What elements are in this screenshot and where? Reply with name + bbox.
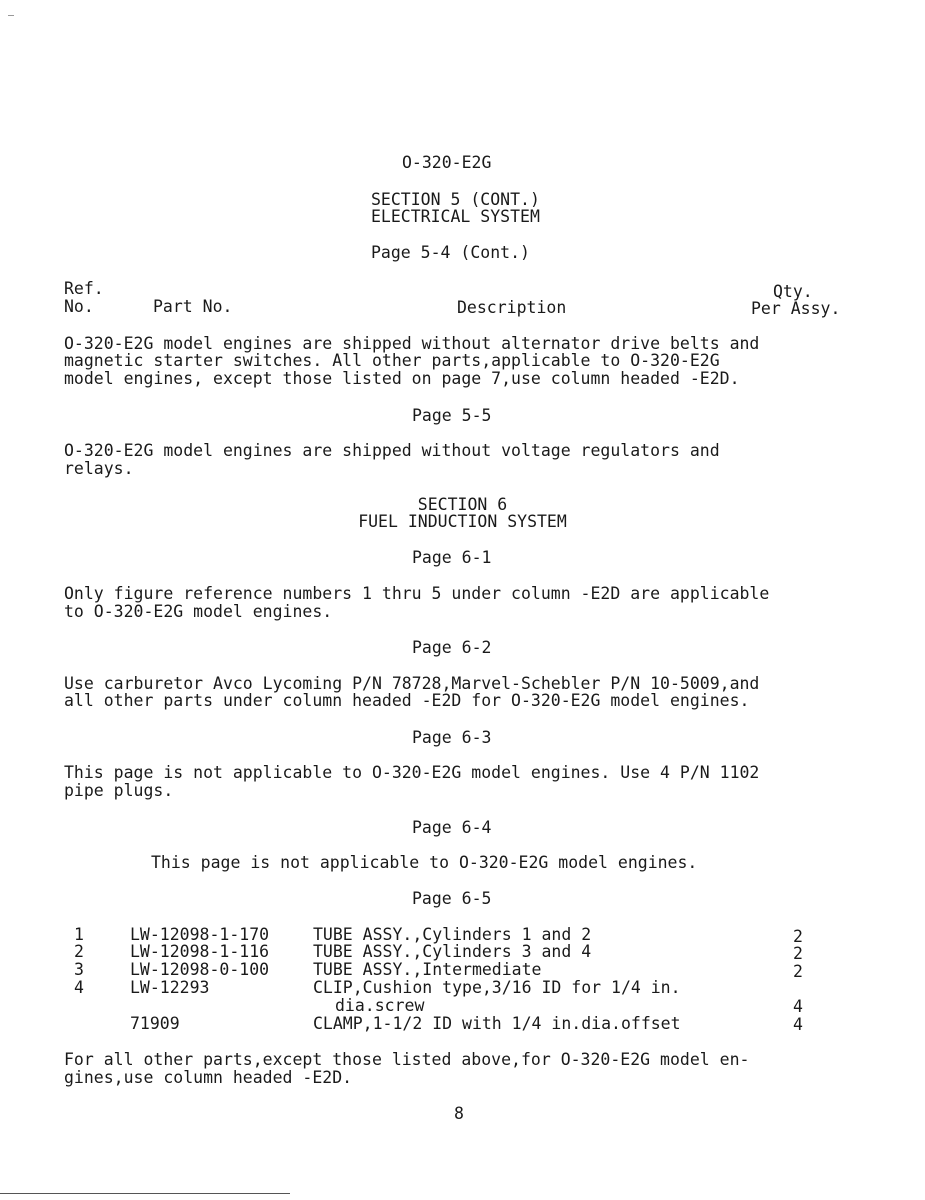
note-line: O-320-E2G model engines are shipped without voltage regulators and: [64, 441, 720, 460]
note-line: model engines, except those listed on page 7,use column headed -E2D.: [64, 369, 740, 388]
ref-number: 3: [74, 960, 84, 979]
note-line: to O-320-E2G model engines.: [64, 602, 333, 621]
page-heading: Page 5-5: [412, 406, 492, 425]
part-description: TUBE ASSY.,Intermediate: [313, 960, 542, 979]
page-heading: Page 6-3: [412, 728, 492, 747]
part-number: LW-12098-1-116: [130, 942, 270, 961]
part-number: LW-12098-1-170: [130, 925, 270, 944]
note-line: This page is not applicable to O-320-E2G model engines.: [151, 853, 698, 872]
note-line: pipe plugs.: [64, 781, 174, 800]
part-qty: 4: [793, 1015, 803, 1034]
col-header-per-assy: Per Assy.: [751, 299, 841, 318]
col-header-ref: Ref.: [64, 279, 104, 298]
page-heading: Page 6-5: [412, 889, 492, 908]
note-line: gines,use column headed -E2D.: [64, 1068, 353, 1087]
part-qty: 2: [793, 927, 803, 946]
part-description: CLAMP,1-1/2 ID with 1/4 in.dia.offset: [313, 1014, 681, 1033]
note-line: Only figure reference numbers 1 thru 5 under column -E2D are applicable: [64, 584, 770, 603]
part-description: TUBE ASSY.,Cylinders 1 and 2: [313, 925, 592, 944]
note-line: all other parts under column headed -E2D for O-320-E2G model engines.: [64, 691, 750, 710]
part-qty: 4: [793, 997, 803, 1016]
page-heading: Page 6-4: [412, 818, 492, 837]
part-number: 71909: [130, 1014, 180, 1033]
note-line: For all other parts,except those listed above,for O-320-E2G model en-: [64, 1050, 750, 1069]
col-header-description: Description: [457, 298, 567, 317]
scan-mark: [8, 15, 14, 16]
page-reference: Page 5-4 (Cont.): [371, 243, 530, 262]
col-header-no: No.: [64, 297, 94, 316]
part-qty: 2: [793, 962, 803, 981]
page-heading: Page 6-2: [412, 638, 492, 657]
note-line: Use carburetor Avco Lycoming P/N 78728,Marvel-Schebler P/N 10-5009,and: [64, 674, 760, 693]
section-heading: SECTION 6: [417, 495, 508, 514]
part-description: TUBE ASSY.,Cylinders 3 and 4: [313, 942, 592, 961]
col-header-qty: Qty.: [773, 282, 813, 301]
part-number: LW-12293: [130, 978, 210, 997]
model-title: O-320-E2G: [402, 153, 492, 172]
note-line: magnetic starter switches. All other parts,applicable to O-320-E2G: [64, 351, 720, 370]
note-line: relays.: [64, 459, 134, 478]
section-subheading: ELECTRICAL SYSTEM: [371, 207, 540, 226]
section-subheading: FUEL INDUCTION SYSTEM: [358, 512, 567, 531]
part-qty: 2: [793, 944, 803, 963]
part-description-cont: dia.screw: [335, 996, 425, 1015]
ref-number: 1: [74, 925, 84, 944]
section-heading: SECTION 5 (CONT.): [371, 190, 540, 209]
ref-number: 2: [74, 942, 84, 961]
note-line: This page is not applicable to O-320-E2G model engines. Use 4 P/N 1102: [64, 763, 760, 782]
part-description: CLIP,Cushion type,3/16 ID for 1/4 in.: [313, 978, 681, 997]
bottom-rule: [0, 1193, 290, 1194]
page-heading: Page 6-1: [412, 548, 492, 567]
col-header-part: Part No.: [153, 297, 233, 316]
note-line: O-320-E2G model engines are shipped without alternator drive belts and: [64, 334, 760, 353]
page-number: 8: [454, 1104, 464, 1123]
ref-number: 4: [74, 978, 84, 997]
part-number: LW-12098-0-100: [130, 960, 270, 979]
